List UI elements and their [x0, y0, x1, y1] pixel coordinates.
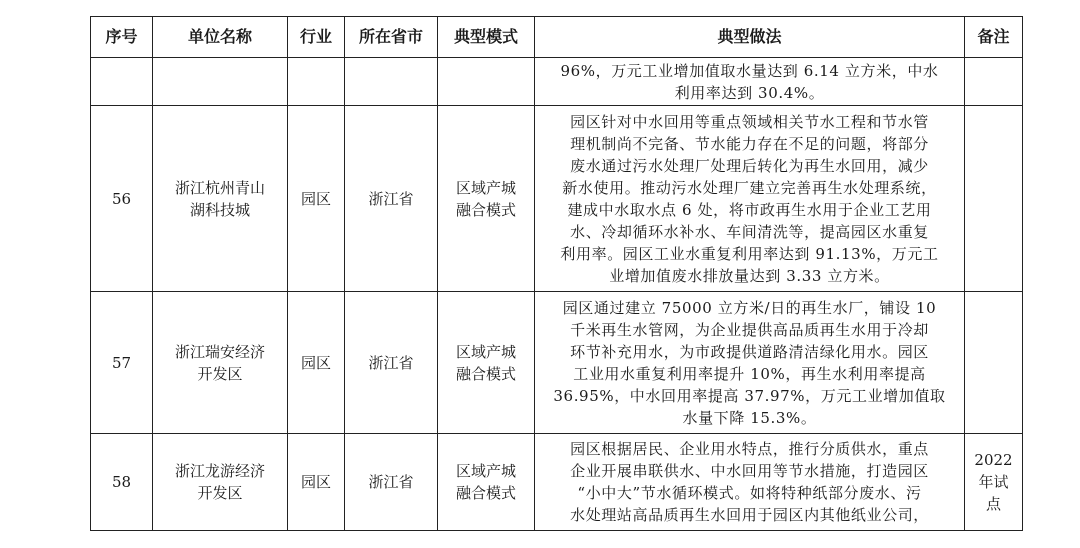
table-row: [91, 58, 1023, 106]
model-line: 区域产城: [455, 342, 516, 361]
practice-line: 千米再生水管网，为企业提供高品质再生水用于冷却: [570, 320, 929, 339]
header-province: 所在省市: [345, 17, 438, 58]
header-unit-name: 单位名称: [153, 17, 288, 58]
practice-line: 水处理站高品质再生水回用于园区内其他纸业公司，: [570, 506, 929, 524]
seq-cell: 58: [91, 434, 153, 531]
practice-line: 园区针对中水回用等重点领域相关节水工程和节水管: [570, 112, 929, 131]
note-cell: [965, 106, 1023, 292]
practice-line: 业增加值废水排放量达到 3.33 立方米。: [609, 266, 890, 285]
practice-line: 企业开展串联供水、中水回用等节水措施，打造园区: [570, 462, 929, 480]
industry-cell: [288, 58, 345, 106]
unit-cell: [153, 434, 288, 531]
practice-line: 理机制尚不完备、节水能力存在不足的问题，将部分: [570, 134, 929, 153]
unit-line: 湖科技城: [189, 200, 250, 219]
province-cell: 浙江省: [345, 292, 438, 434]
header-row: [91, 17, 1023, 58]
unit-cell: [153, 106, 288, 292]
unit-line: 浙江瑞安经济: [174, 342, 265, 361]
note-cell: [965, 58, 1023, 106]
industry-cell: 园区: [288, 434, 345, 531]
header-seq: 序号: [91, 17, 153, 58]
header-model: 典型模式: [438, 17, 535, 58]
practice-line: “小中大”节水循环模式。如将特种纸部分废水、污: [577, 484, 922, 502]
table-row: [91, 106, 1023, 292]
practice-line: 水量下降 15.3%。: [682, 408, 817, 427]
model-cell: [438, 58, 535, 106]
note-line: 2022: [974, 451, 1013, 469]
model-line: 融合模式: [455, 484, 516, 502]
practice-line: 废水通过污水处理厂处理后转化为再生水回用，减少: [570, 156, 929, 175]
seq-cell: 57: [91, 292, 153, 434]
note-line: 年试: [978, 473, 1009, 491]
header-practice: 典型做法: [535, 17, 965, 58]
document-table: [90, 16, 1023, 531]
unit-line: 浙江龙游经济: [174, 462, 265, 480]
model-line: 融合模式: [455, 200, 516, 219]
model-cell: [438, 106, 535, 292]
province-cell: 浙江省: [345, 106, 438, 292]
practice-line: 环节补充用水，为市政提供道路清洁绿化用水。园区: [570, 342, 929, 361]
header-industry: 行业: [288, 17, 345, 58]
industry-cell: 园区: [288, 106, 345, 292]
table-row: [91, 292, 1023, 434]
practice-line: 96%，万元工业增加值取水量达到 6.14 立方米，中水: [560, 61, 939, 80]
header-note: 备注: [965, 17, 1023, 58]
seq-cell: 56: [91, 106, 153, 292]
unit-cell: [153, 58, 288, 106]
practice-line: 建成中水取水点 6 处，将市政再生水用于企业工艺用: [567, 200, 932, 219]
practice-cell: [535, 434, 965, 531]
province-cell: [345, 58, 438, 106]
practice-line: 水、冷却循环水补水、车间清洗等，提高园区水重复: [570, 222, 929, 241]
unit-line: 开发区: [197, 484, 243, 502]
practice-line: 利用率。园区工业水重复利用率达到 91.13%，万元工: [560, 244, 939, 263]
practice-line: 工业用水重复利用率提升 10%，再生水利用率提高: [573, 364, 926, 383]
practice-line: 园区通过建立 75000 立方米/日的再生水厂，铺设 10: [562, 298, 937, 317]
unit-cell: [153, 292, 288, 434]
model-cell: [438, 292, 535, 434]
practice-line: 利用率达到 30.4%。: [674, 83, 825, 102]
model-line: 区域产城: [455, 462, 516, 480]
model-line: 区域产城: [455, 178, 516, 197]
industry-cell: 园区: [288, 292, 345, 434]
note-cell: [965, 292, 1023, 434]
model-cell: [438, 434, 535, 531]
note-line: 点: [985, 495, 1001, 513]
table-row: [91, 434, 1023, 531]
unit-line: 开发区: [197, 364, 243, 383]
unit-line: 浙江杭州青山: [174, 178, 265, 197]
practice-cell: [535, 292, 965, 434]
seq-cell: [91, 58, 153, 106]
practice-line: 园区根据居民、企业用水特点，推行分质供水，重点: [570, 440, 929, 458]
province-cell: 浙江省: [345, 434, 438, 531]
model-line: 融合模式: [455, 364, 516, 383]
note-cell: [965, 434, 1023, 531]
practice-line: 36.95%，中水回用率提高 37.97%，万元工业增加值取: [553, 386, 946, 405]
practice-line: 新水使用。推动污水处理厂建立完善再生水处理系统，: [562, 178, 937, 197]
practice-cell: [535, 58, 965, 106]
practice-cell: [535, 106, 965, 292]
